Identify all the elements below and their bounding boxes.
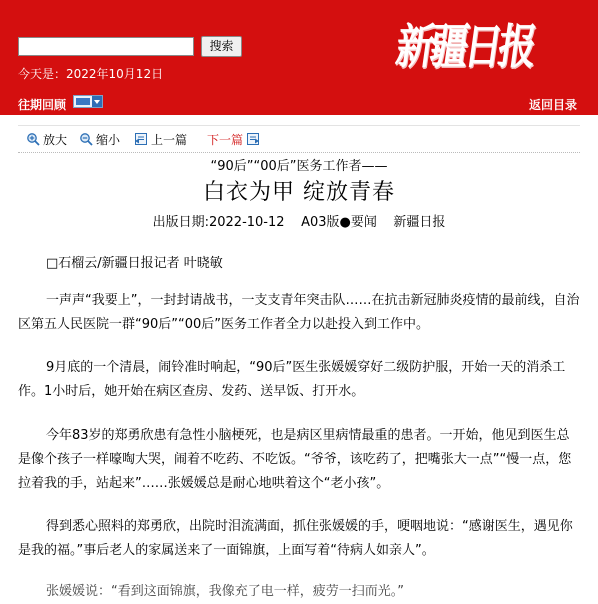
- article-paragraph: 一声声“我要上”，一封封请战书，一支支青年突击队……在抗击新冠肺炎疫情的最前线，自治区第五人民医院一群“90后”“00后”医务工作者全力以赴投入到工作中。: [18, 293, 580, 332]
- zoom-in-label: 放大: [43, 132, 68, 147]
- today-date: 今天是：2022年10月12日: [18, 67, 164, 81]
- zoom-out-button[interactable]: [79, 131, 120, 147]
- next-article-button[interactable]: [207, 131, 260, 147]
- archive-dropdown-icon[interactable]: [73, 95, 103, 108]
- archive-link[interactable]: 往期回顾: [18, 98, 67, 112]
- next-label: 下一篇: [207, 132, 244, 147]
- zoom-out-label: 缩小: [96, 132, 121, 147]
- divider: [18, 125, 580, 126]
- search-input[interactable]: [18, 37, 194, 56]
- previous-label: 上一篇: [151, 132, 188, 147]
- zoom-out-icon: [79, 132, 93, 146]
- zoom-in-icon: [26, 132, 40, 146]
- masthead: [0, 0, 598, 115]
- next-icon: [246, 132, 260, 146]
- article-meta: 出版日期:2022-10-12 A03版●要闻 新疆日报: [152, 215, 446, 230]
- article-paragraph: 得到悉心照料的郑勇欣，出院时泪流满面，抓住张媛媛的手，哽咽地说：“感谢医生，遇见你是我的福。”事后老人的家属送来了一面锦旗，上面写着“待病人如亲人”。: [18, 519, 573, 558]
- divider: [18, 152, 580, 153]
- article-subtitle: “90后”“00后”医务工作者——: [210, 159, 388, 174]
- article-paragraph: 9月底的一个清晨，闹铃准时响起，“90后”医生张媛媛穿好二级防护服，开始一天的消杀工作。1小时后，她开始在病区查房、发药、送早饭、打开水。: [18, 360, 566, 399]
- article-paragraph: 张媛媛说：“看到这面锦旗，我像充了电一样，疲劳一扫而光。”: [46, 584, 404, 599]
- previous-article-button[interactable]: [134, 131, 187, 147]
- zoom-in-button[interactable]: [26, 131, 67, 147]
- logo-text: 新疆日报: [392, 18, 537, 75]
- newspaper-logo: [392, 4, 562, 75]
- back-to-contents-link[interactable]: 返回目录: [528, 98, 577, 112]
- previous-icon: [134, 132, 148, 146]
- article-byline: □石榴云/新疆日报记者 叶晓敏: [46, 256, 223, 271]
- search-button[interactable]: 搜索: [201, 36, 242, 57]
- article-paragraph: 今年83岁的郑勇欣患有急性小脑梗死，也是病区里病情最重的患者。一开始，他见到医生总是像个孩子一样嚎啕大哭，闹着不吃药、不吃饭。“爷爷，该吃药了，把嘴张大一点”“慢一点，您拉着我的手，站起来”……张媛媛总是耐心地哄着这个“老小孩”。: [18, 428, 572, 491]
- article-title: 白衣为甲 绽放青春: [203, 180, 395, 205]
